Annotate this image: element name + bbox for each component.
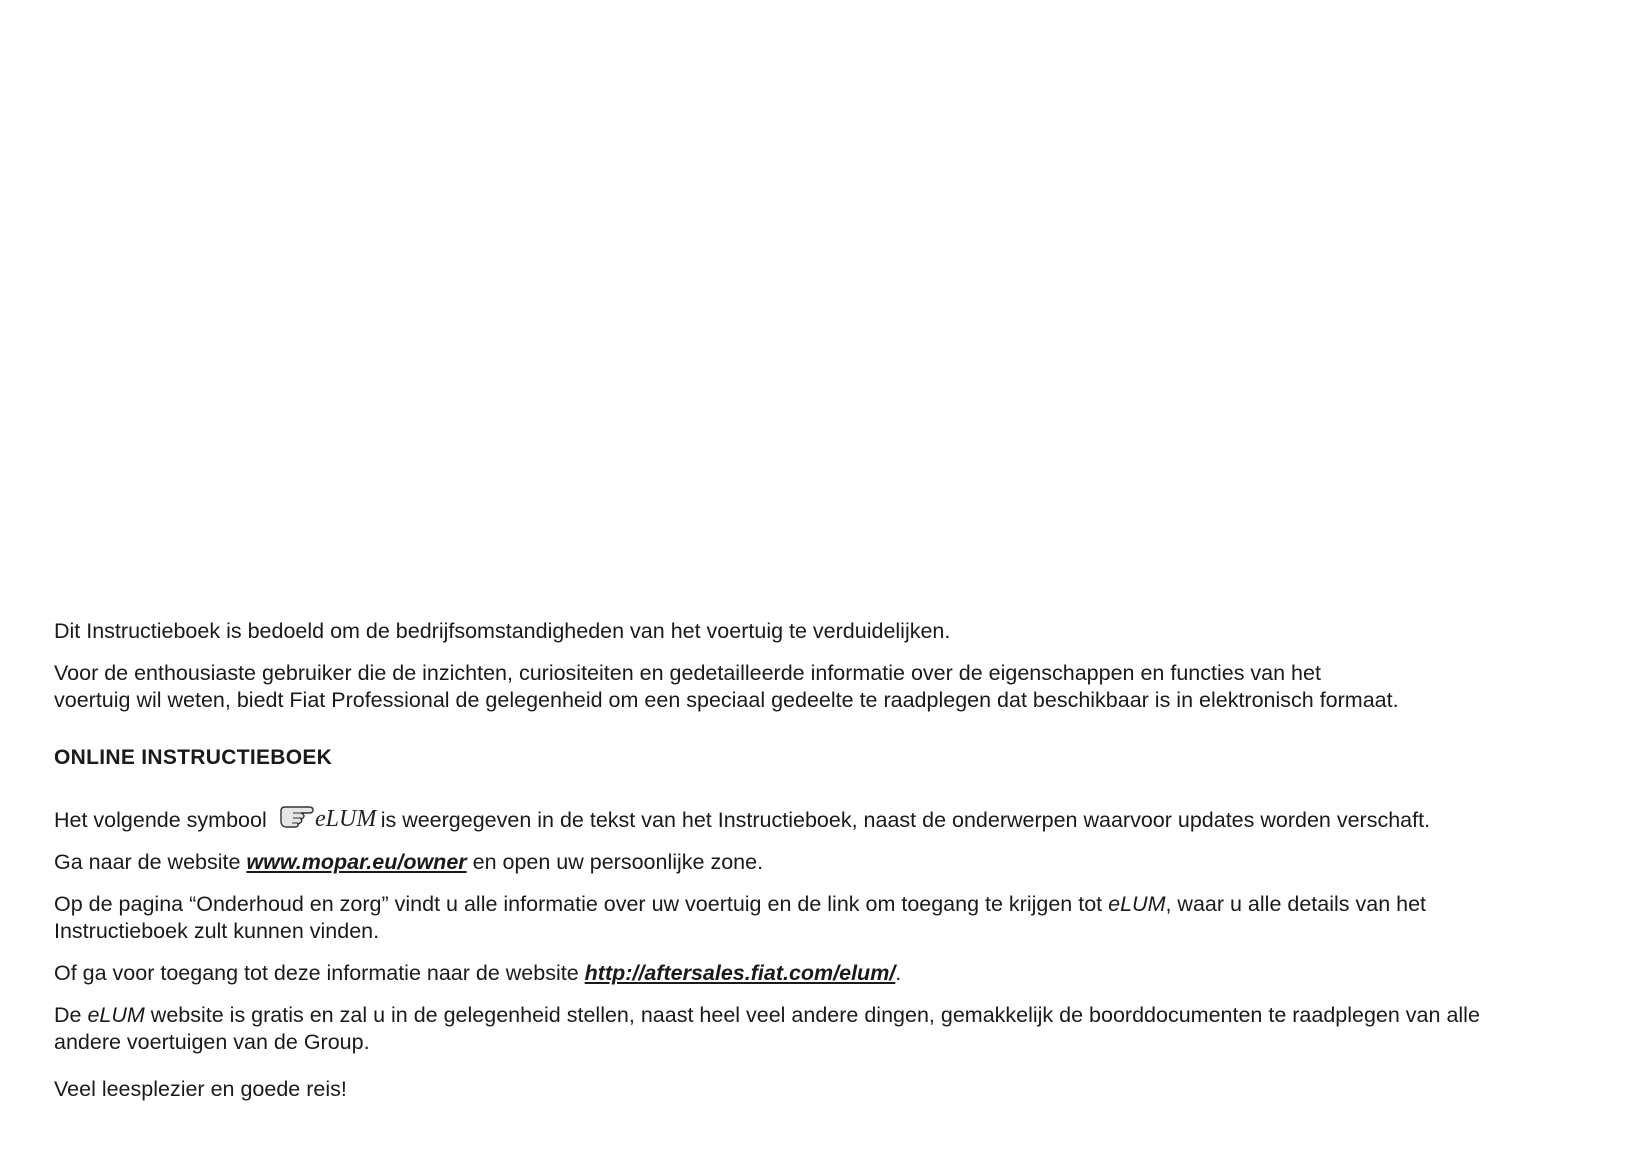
- care-text-before: Op de pagina “Onderhoud en zorg” vindt u alle informatie over uw voertuig en de link om toegang te krijgen tot: [54, 892, 1109, 916]
- elum-text-before: De: [54, 1003, 88, 1027]
- enthusiast-text-line1: Voor de enthousiaste gebruiker die de inzichten, curiositeiten en gedetailleerde informatie over de eigenschappen en functies van het: [54, 661, 1321, 685]
- intro-text: Dit Instructieboek is bedoeld om de bedrijfsomstandigheden van het voertuig te verduidelijken.: [54, 619, 951, 643]
- closing-paragraph: [54, 1076, 1614, 1103]
- symbol-paragraph: [54, 799, 1614, 834]
- access-paragraph: [54, 960, 1614, 987]
- document-body: [54, 618, 1614, 1103]
- website-paragraph: [54, 849, 1614, 876]
- enthusiast-paragraph: [54, 660, 1614, 714]
- elum-text-after: website is gratis en zal u in de gelegenheid stellen, naast heel veel andere dingen, gemakkelijk de boorddocumenten te raadplegen van alle: [144, 1003, 1480, 1027]
- access-text-after: .: [895, 961, 902, 985]
- care-text-line2: Instructieboek zult kunnen vinden.: [54, 919, 380, 943]
- website-text-before: Ga naar de website: [54, 850, 247, 874]
- care-paragraph: [54, 891, 1614, 945]
- intro-paragraph: [54, 618, 1614, 645]
- enthusiast-text-line2: voertuig wil weten, biedt Fiat Professional de gelegenheid om een speciaal gedeelte te raadplegen dat beschikbaar is in elektronisch formaat.: [54, 688, 1399, 712]
- section-heading: ONLINE INSTRUCTIEBOEK: [54, 746, 333, 769]
- symbol-text-after: is weergegeven in de tekst van het Instructieboek, naast de onderwerpen waarvoor updates worden verschaft.: [380, 808, 1431, 832]
- closing-text: Veel leesplezier en goede reis!: [54, 1077, 347, 1101]
- care-text-after: , waar u alle details van het: [1165, 892, 1427, 916]
- elum-paragraph: [54, 1002, 1614, 1056]
- access-text-before: Of ga voor toegang tot deze informatie naar de website: [54, 961, 585, 985]
- symbol-text: eLUM: [314, 806, 377, 832]
- pointing-hand-elum-icon: [279, 799, 377, 832]
- aftersales-elum-link[interactable]: http://aftersales.fiat.com/elum/: [584, 961, 896, 985]
- mopar-owner-link[interactable]: www.mopar.eu/owner: [246, 850, 467, 874]
- elum-text-line2: andere voertuigen van de Group.: [54, 1030, 370, 1054]
- website-text-after: en open uw persoonlijke zone.: [466, 850, 764, 874]
- symbol-text-before: Het volgende symbool: [54, 808, 267, 832]
- elum-term: eLUM: [87, 1003, 145, 1027]
- care-elum-term: eLUM: [1108, 892, 1166, 916]
